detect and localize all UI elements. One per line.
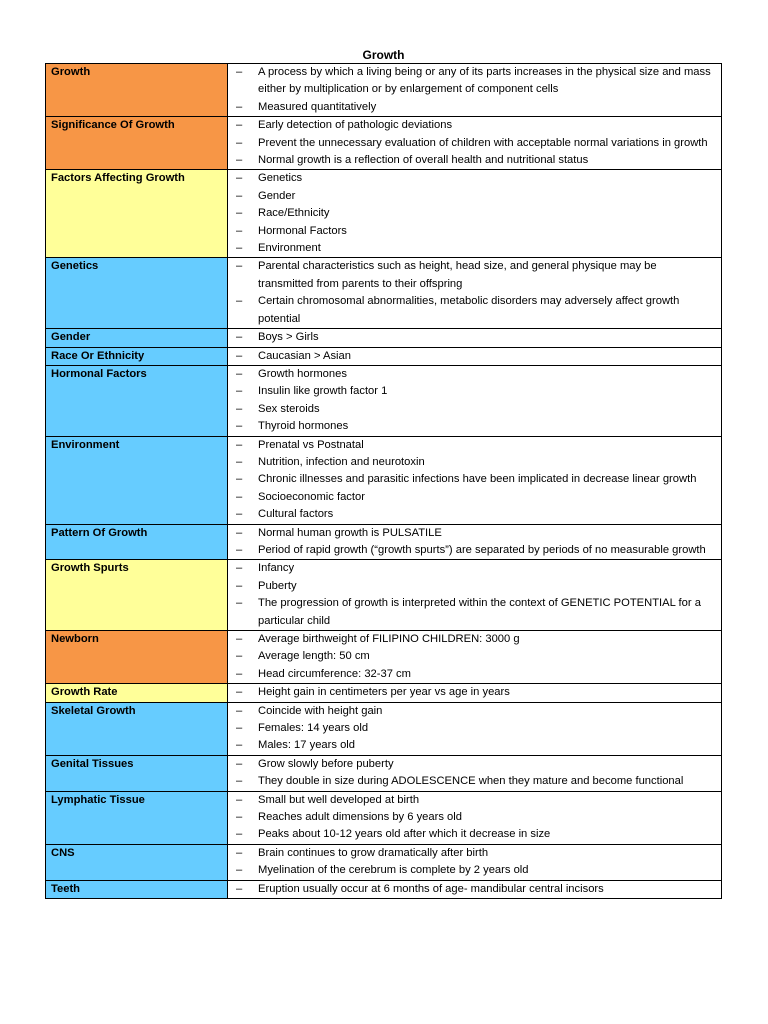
term-cell: Factors Affecting Growth: [46, 170, 228, 258]
table-row: [46, 755, 722, 791]
list-item: – Socioeconomic factor: [234, 489, 721, 506]
list-item: – Growth hormones: [234, 366, 721, 383]
list-item: – Reaches adult dimensions by 6 years old: [234, 809, 721, 826]
term-cell: Gender: [46, 329, 228, 347]
bullet-list: [234, 366, 721, 436]
definition-cell: [228, 524, 722, 560]
list-item: – Environment: [234, 240, 721, 257]
bullet-list: [234, 64, 721, 116]
bullet-list: [234, 348, 721, 365]
table-row: [46, 844, 722, 880]
list-item: – They double in size during ADOLESCENCE when they mature and become functional: [234, 773, 721, 790]
list-item: – Early detection of pathologic deviations: [234, 117, 721, 134]
list-item: – Females: 14 years old: [234, 720, 721, 737]
list-item: – Coincide with height gain: [234, 703, 721, 720]
table-row: [46, 436, 722, 524]
page-title: Growth: [362, 48, 405, 62]
definition-cell: [228, 880, 722, 898]
list-item: – Males: 17 years old: [234, 737, 721, 754]
table-row: [46, 524, 722, 560]
definition-cell: [228, 347, 722, 365]
bullet-list: [234, 170, 721, 257]
term-cell: Genetics: [46, 258, 228, 329]
list-item: – Average length: 50 cm: [234, 648, 721, 665]
bullet-list: [234, 684, 721, 701]
bullet-list: [234, 631, 721, 683]
definition-cell: [228, 844, 722, 880]
term-cell: Newborn: [46, 631, 228, 684]
list-item: – Grow slowly before puberty: [234, 756, 721, 773]
list-item: – Period of rapid growth (“growth spurts”) are separated by periods of no measurable growth: [234, 542, 721, 559]
table-row: [46, 791, 722, 844]
list-item: – Sex steroids: [234, 401, 721, 418]
definition-cell: [228, 560, 722, 631]
list-item: – A process by which a living being or any of its parts increases in the physical size and mass either by multiplication or by enlargement of component cells: [234, 64, 721, 99]
definition-cell: [228, 170, 722, 258]
table-row: [46, 117, 722, 170]
bullet-list: [234, 258, 721, 328]
list-item: – Caucasian > Asian: [234, 348, 721, 365]
table-row: [46, 365, 722, 436]
table-row: [46, 170, 722, 258]
list-item: – Insulin like growth factor 1: [234, 383, 721, 400]
table-row: [46, 702, 722, 755]
definition-cell: [228, 117, 722, 170]
list-item: – Puberty: [234, 578, 721, 595]
list-item: – Prevent the unnecessary evaluation of children with acceptable normal variations in growth: [234, 135, 721, 152]
bullet-list: [234, 792, 721, 844]
term-cell: CNS: [46, 844, 228, 880]
list-item: – Normal human growth is PULSATILE: [234, 525, 721, 542]
table-row: [46, 329, 722, 347]
term-cell: Teeth: [46, 880, 228, 898]
table-row: [46, 560, 722, 631]
term-cell: Significance Of Growth: [46, 117, 228, 170]
definition-cell: [228, 684, 722, 702]
bullet-list: [234, 881, 721, 898]
term-cell: Growth Rate: [46, 684, 228, 702]
list-item: – Peaks about 10-12 years old after which it decrease in size: [234, 826, 721, 843]
list-item: – Boys > Girls: [234, 329, 721, 346]
bullet-list: [234, 329, 721, 346]
bullet-list: [234, 703, 721, 755]
list-item: – Brain continues to grow dramatically after birth: [234, 845, 721, 862]
list-item: – The progression of growth is interpreted within the context of GENETIC POTENTIAL for a particular child: [234, 595, 721, 630]
list-item: – Infancy: [234, 560, 721, 577]
list-item: – Hormonal Factors: [234, 223, 721, 240]
definition-cell: [228, 436, 722, 524]
list-item: – Genetics: [234, 170, 721, 187]
term-cell: Genital Tissues: [46, 755, 228, 791]
definition-cell: [228, 64, 722, 117]
list-item: – Small but well developed at birth: [234, 792, 721, 809]
list-item: – Myelination of the cerebrum is complete by 2 years old: [234, 862, 721, 879]
list-item: – Eruption usually occur at 6 months of age- mandibular central incisors: [234, 881, 721, 898]
definition-cell: [228, 329, 722, 347]
growth-table: [45, 63, 722, 899]
list-item: – Cultural factors: [234, 506, 721, 523]
list-item: – Height gain in centimeters per year vs age in years: [234, 684, 721, 701]
definition-cell: [228, 791, 722, 844]
term-cell: Environment: [46, 436, 228, 524]
list-item: – Race/Ethnicity: [234, 205, 721, 222]
definition-cell: [228, 755, 722, 791]
definition-cell: [228, 702, 722, 755]
definition-cell: [228, 258, 722, 329]
term-cell: Growth: [46, 64, 228, 117]
table-row: [46, 347, 722, 365]
term-cell: Hormonal Factors: [46, 365, 228, 436]
term-cell: Pattern Of Growth: [46, 524, 228, 560]
list-item: – Nutrition, infection and neurotoxin: [234, 454, 721, 471]
list-item: – Normal growth is a reflection of overall health and nutritional status: [234, 152, 721, 169]
term-cell: Growth Spurts: [46, 560, 228, 631]
list-item: – Average birthweight of FILIPINO CHILDREN: 3000 g: [234, 631, 721, 648]
list-item: – Thyroid hormones: [234, 418, 721, 435]
term-cell: Race Or Ethnicity: [46, 347, 228, 365]
bullet-list: [234, 437, 721, 524]
term-cell: Skeletal Growth: [46, 702, 228, 755]
list-item: – Certain chromosomal abnormalities, metabolic disorders may adversely affect growth potential: [234, 293, 721, 328]
bullet-list: [234, 117, 721, 169]
list-item: – Gender: [234, 188, 721, 205]
table-row: [46, 631, 722, 684]
bullet-list: [234, 525, 721, 560]
list-item: – Parental characteristics such as height, head size, and general physique may be transmitted from parents to their offspring: [234, 258, 721, 293]
table-row: [46, 64, 722, 117]
list-item: – Head circumference: 32-37 cm: [234, 666, 721, 683]
table-row: [46, 880, 722, 898]
list-item: – Measured quantitatively: [234, 99, 721, 116]
table-row: [46, 684, 722, 702]
term-cell: Lymphatic Tissue: [46, 791, 228, 844]
list-item: – Prenatal vs Postnatal: [234, 437, 721, 454]
bullet-list: [234, 845, 721, 880]
table-row: [46, 258, 722, 329]
definition-cell: [228, 365, 722, 436]
bullet-list: [234, 756, 721, 791]
definition-cell: [228, 631, 722, 684]
bullet-list: [234, 560, 721, 630]
list-item: – Chronic illnesses and parasitic infections have been implicated in decrease linear growth: [234, 471, 721, 488]
